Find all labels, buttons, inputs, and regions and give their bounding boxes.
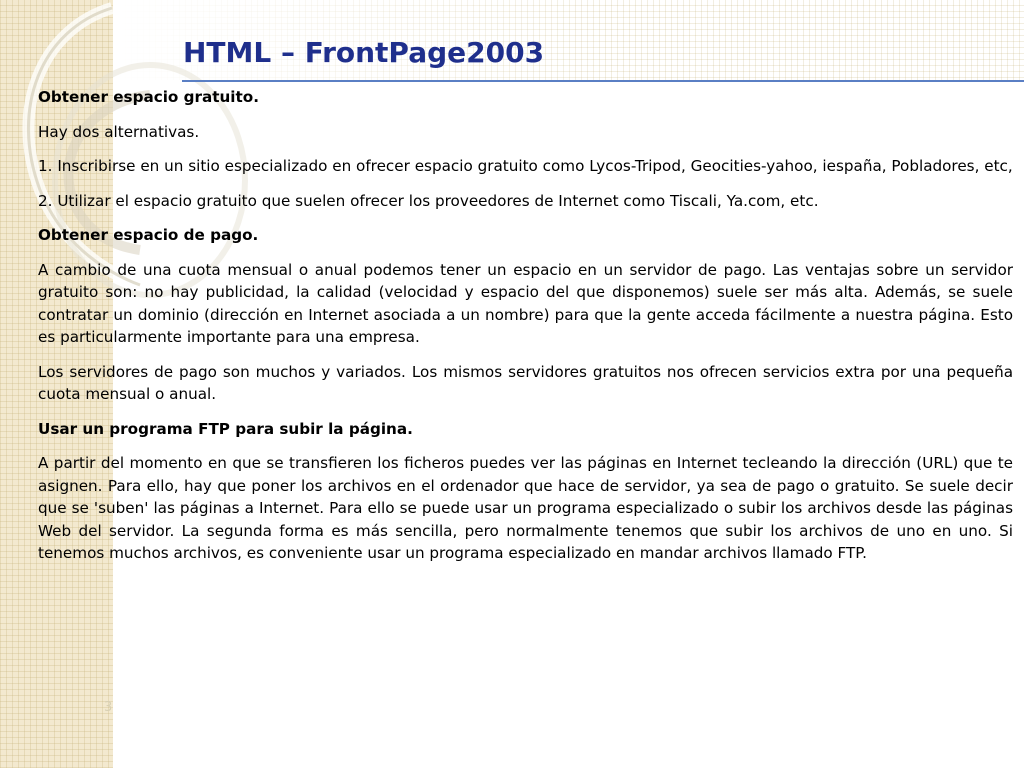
paragraph: A partir del momento en que se transfieren los ficheros puedes ver las páginas en Internet tecleando la dirección (URL) que te asignen. Para ello, hay que poner los archivos en el ordenador que hace de servidor, ya sea de pago o gratuito. Se suele decir que se 'suben' las páginas a Internet. Para ello se puede usar un programa especializado o subir los archivos desde las páginas Web del servidor. La segunda forma es más sencilla, pero normalmente tenemos que subir los archivos de uno en uno. Si tenemos muchos archivos, es conveniente usar un programa especializado en mandar archivos llamado FTP. bbox=[38, 454, 1013, 562]
slide-number: 3 bbox=[104, 700, 113, 715]
paragraph: 1. Inscribirse en un sitio especializado en ofrecer espacio gratuito como Lycos-Tripod, Geocities-yahoo, iespaña, Pobladores, etc, bbox=[38, 157, 1013, 175]
paragraph: 2. Utilizar el espacio gratuito que suelen ofrecer los proveedores de Internet como Tiscali, Ya.com, etc. bbox=[38, 191, 819, 210]
slide-title: HTML – FrontPage2003 bbox=[183, 36, 545, 69]
section-heading-ftp: Usar un programa FTP para subir la página. bbox=[38, 419, 413, 438]
title-divider bbox=[182, 80, 1024, 82]
paragraph: Los servidores de pago son muchos y variados. Los mismos servidores gratuitos nos ofrecen servicios extra por una pequeña cuota mensual o anual. bbox=[38, 362, 1013, 403]
paragraph: Hay dos alternativas. bbox=[38, 122, 200, 141]
slide-content bbox=[38, 86, 1013, 577]
section-heading-paid-space: Obtener espacio de pago. bbox=[38, 226, 259, 244]
section-heading-free-space: Obtener espacio gratuito. bbox=[38, 88, 259, 106]
paragraph: A cambio de una cuota mensual o anual podemos tener un espacio en un servidor de pago. Las ventajas sobre un servidor gratuito son: no hay publicidad, la calidad (velocidad y espacio del que disponemos) suele ser más alta. Además, se suele contratar un dominio (dirección en Internet asociada a un nombre) para que la gente acceda fácilmente a nuestra página. Esto es particularmente importante para una empresa. bbox=[38, 260, 1013, 346]
